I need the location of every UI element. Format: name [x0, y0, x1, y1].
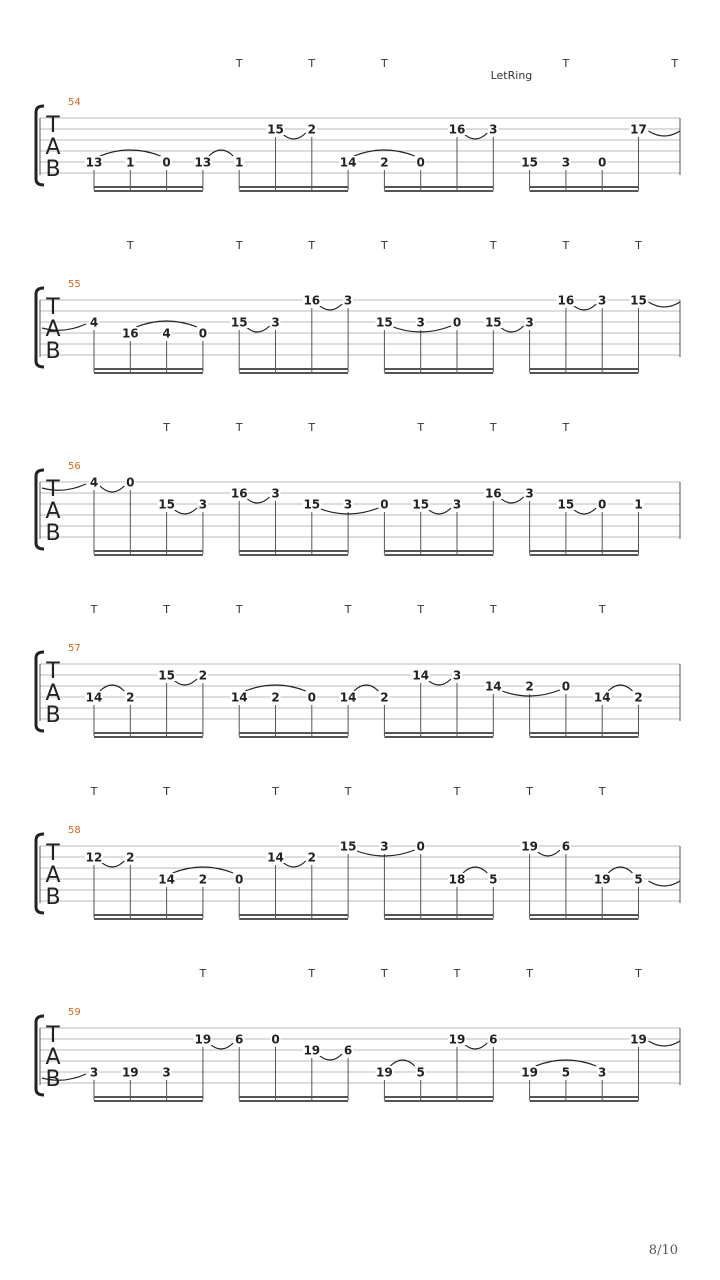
beam [384, 914, 493, 916]
fret-number: 19 [376, 1065, 393, 1080]
beam [530, 736, 639, 738]
fret-number: 12 [85, 850, 103, 865]
slur-tie-out [649, 131, 681, 136]
slur [100, 861, 124, 867]
tab-clef-letter: A [45, 135, 61, 160]
tab-clef-letter: B [45, 1067, 61, 1092]
tap-marker: T [163, 785, 170, 798]
slur-tie-out [649, 302, 681, 307]
beam [530, 550, 639, 552]
fret-number: 2 [307, 122, 316, 137]
beam [384, 550, 493, 552]
tap-marker: T [163, 603, 170, 616]
beam [384, 1096, 493, 1098]
measure-number: 59 [68, 1007, 81, 1018]
beam [530, 554, 639, 556]
tab-clef-letter: B [45, 157, 61, 182]
beam [239, 736, 348, 738]
fret-number: 2 [126, 850, 135, 865]
beam [94, 914, 203, 916]
fret-number: 3 [416, 315, 425, 330]
fret-number: 16 [121, 326, 139, 341]
fret-number: 3 [525, 486, 534, 501]
slur [572, 508, 596, 514]
slur [499, 497, 523, 503]
beam [94, 554, 203, 556]
beam [94, 732, 203, 734]
tap-marker: T [526, 967, 533, 980]
tap-marker: T [417, 603, 425, 616]
fret-number: 13 [194, 155, 212, 170]
tab-clef-letter: A [45, 1045, 61, 1070]
tap-markers [162, 421, 569, 434]
tap-markers [199, 967, 643, 980]
fret-number: 19 [521, 839, 538, 854]
fret-number: 2 [271, 690, 280, 705]
fret-number: 6 [343, 1043, 353, 1058]
beam [94, 550, 203, 552]
tap-markers [235, 57, 679, 70]
fret-number: 2 [198, 668, 208, 683]
fret-number: 15 [158, 668, 175, 683]
stems [94, 308, 639, 372]
tap-marker: T [235, 421, 243, 434]
tap-marker: T [381, 239, 388, 252]
slur-tie-out [649, 881, 681, 886]
fret-number: 5 [489, 872, 498, 887]
staff-lines [40, 118, 680, 173]
beam [239, 186, 348, 188]
fret-number: 15 [521, 155, 538, 170]
beam [384, 1100, 493, 1102]
fret-number: 0 [198, 326, 208, 341]
fret-number: 2 [307, 850, 316, 865]
slur [536, 850, 560, 856]
fret-number: 14 [230, 690, 248, 705]
fret-number: 3 [489, 122, 498, 137]
tab-clef-letter: A [45, 317, 61, 342]
tap-marker: T [272, 785, 279, 798]
beam [94, 736, 203, 738]
tab-clef-letter: T [46, 477, 60, 502]
stems [94, 854, 639, 918]
tap-marker: T [562, 57, 570, 70]
slur [282, 861, 306, 867]
tap-marker: T [308, 57, 316, 70]
tap-marker: T [635, 239, 642, 252]
beam [239, 550, 348, 552]
fret-number: 5 [634, 872, 643, 887]
tab-system-56 [36, 421, 680, 556]
tap-marker: T [199, 967, 207, 980]
measure-number: 56 [68, 461, 81, 472]
measure-number: 54 [68, 97, 81, 108]
slur [463, 1043, 487, 1049]
fret-number: 1 [235, 155, 244, 170]
measure-number: 57 [68, 643, 81, 654]
tab-clef-letter: T [46, 841, 60, 866]
tap-marker: T [90, 603, 98, 616]
fret-number: 13 [85, 155, 103, 170]
beam [239, 918, 348, 920]
slur [427, 508, 451, 514]
tap-marker: T [308, 967, 316, 980]
beam [94, 1096, 203, 1098]
fret-number: 15 [158, 497, 175, 512]
beam [94, 372, 203, 374]
beams [94, 914, 639, 920]
tab-system-57 [36, 603, 680, 738]
slur [463, 133, 487, 139]
beam [530, 918, 639, 920]
fret-number: 6 [489, 1032, 498, 1047]
beams [94, 186, 639, 192]
fret-number: 4 [89, 475, 99, 490]
tab-clef-letter: T [46, 113, 60, 138]
fret-number: 17 [630, 122, 647, 137]
beam [530, 368, 639, 370]
slur [245, 497, 269, 503]
beam [94, 186, 203, 188]
beam [530, 1100, 639, 1102]
measure-number: 58 [68, 825, 81, 836]
tap-marker: T [163, 421, 170, 434]
tap-marker: T [453, 967, 461, 980]
fret-number: 16 [484, 486, 502, 501]
beam [239, 372, 348, 374]
tab-system-54 [36, 57, 680, 192]
beams [94, 732, 639, 738]
tap-marker: T [308, 421, 316, 434]
tap-marker: T [489, 603, 497, 616]
measure-number: 55 [68, 279, 81, 290]
fret-number: 0 [235, 872, 244, 887]
fret-number: 18 [448, 872, 466, 887]
tap-marker: T [235, 57, 243, 70]
slur [499, 326, 523, 332]
beam [530, 914, 639, 916]
beam [239, 1100, 348, 1102]
fret-number: 2 [525, 679, 534, 694]
beam [239, 732, 348, 734]
beam [384, 190, 493, 192]
beam [94, 1100, 203, 1102]
slur-tie-out [649, 1041, 681, 1046]
slur [173, 508, 197, 514]
fret-number: 3 [452, 668, 462, 683]
tap-markers [90, 785, 606, 798]
tab-clef-letter: B [45, 339, 61, 364]
stems [94, 1047, 639, 1100]
beam [384, 554, 493, 556]
fret-number: 3 [162, 1065, 171, 1080]
slur [100, 486, 124, 492]
tab-clef-letter: B [45, 885, 61, 910]
tab-clef-letter: B [45, 521, 61, 546]
slur [173, 679, 197, 685]
fret-number: 0 [416, 155, 425, 170]
beam [384, 732, 493, 734]
tap-marker: T [489, 239, 497, 252]
fret-number: 0 [271, 1032, 280, 1047]
stems [94, 137, 639, 190]
tap-marker: T [562, 421, 570, 434]
beams [94, 550, 639, 556]
slur [318, 1054, 342, 1060]
tab-clef-letter: T [46, 295, 60, 320]
fret-number: 14 [267, 850, 284, 865]
tab-system-59 [36, 967, 680, 1102]
tap-marker: T [562, 239, 570, 252]
fret-number: 0 [598, 155, 607, 170]
fret-number: 19 [303, 1043, 321, 1058]
fret-number: 19 [521, 1065, 538, 1080]
fret-number: 5 [561, 1065, 571, 1080]
slur [245, 326, 269, 332]
tap-marker: T [308, 239, 316, 252]
tab-clef-letter: A [45, 863, 61, 888]
fret-number: 3 [89, 1065, 99, 1080]
fret-number: 4 [162, 326, 171, 341]
beam [94, 918, 203, 920]
fret-number: 19 [593, 872, 611, 887]
fret-number: 1 [126, 155, 135, 170]
slurs [100, 131, 680, 156]
slur [318, 304, 342, 310]
fret-number: 6 [235, 1032, 244, 1047]
fret-number: 0 [307, 690, 316, 705]
tap-marker: T [381, 967, 388, 980]
fret-number: 14 [85, 690, 103, 705]
fret-number: 0 [561, 679, 571, 694]
beam [239, 1096, 348, 1098]
beam [94, 190, 203, 192]
fret-number: 0 [416, 839, 425, 854]
fret-number: 16 [557, 293, 575, 308]
fret-number: 0 [162, 155, 171, 170]
tab-system-58 [36, 785, 680, 920]
tap-marker: T [417, 421, 425, 434]
fret-number: 19 [194, 1032, 212, 1047]
staff-lines [40, 664, 680, 719]
fret-number: 14 [593, 690, 611, 705]
fret-number: 3 [271, 486, 280, 501]
tap-marker: T [598, 785, 606, 798]
tap-marker: T [126, 239, 134, 252]
beam [239, 190, 348, 192]
tap-marker: T [526, 785, 533, 798]
tab-clef-letter: T [46, 1023, 60, 1048]
staff-lines [40, 482, 680, 537]
tap-marker: T [671, 57, 679, 70]
tab-clef-letter: A [45, 499, 61, 524]
slur [427, 679, 451, 685]
beam [239, 914, 348, 916]
slur [572, 304, 596, 310]
fret-number: 3 [452, 497, 462, 512]
tap-marker: T [90, 785, 98, 798]
fret-number: 3 [343, 497, 353, 512]
beam [384, 918, 493, 920]
tap-markers [90, 603, 606, 616]
fret-number: 15 [303, 497, 321, 512]
fret-number: 5 [416, 1065, 425, 1080]
fret-number: 15 [630, 293, 647, 308]
fret-number: 19 [121, 1065, 139, 1080]
beams [94, 1096, 639, 1102]
page-number: 8/10 [648, 1243, 678, 1258]
fret-number: 1 [634, 497, 643, 512]
fret-number: 14 [158, 872, 175, 887]
tap-markers [126, 239, 642, 252]
beam [384, 372, 493, 374]
fret-number: 3 [598, 1065, 607, 1080]
beam [94, 368, 203, 370]
tap-marker: T [489, 421, 497, 434]
fret-number: 0 [380, 497, 389, 512]
fret-number: 19 [630, 1032, 647, 1047]
tap-marker: T [381, 57, 388, 70]
beam [530, 186, 639, 188]
tap-marker: T [344, 603, 352, 616]
let-ring-label: LetRing [490, 69, 533, 82]
tab-system-55 [36, 239, 680, 374]
fret-number: 6 [561, 839, 571, 854]
beam [384, 186, 493, 188]
fret-number: 3 [198, 497, 208, 512]
fret-number: 16 [448, 122, 466, 137]
fret-number: 15 [339, 839, 357, 854]
fret-number: 2 [634, 690, 643, 705]
fret-number: 3 [525, 315, 534, 330]
beam [384, 368, 493, 370]
fret-number: 3 [561, 155, 571, 170]
fret-number: 0 [452, 315, 462, 330]
fret-number: 3 [380, 839, 389, 854]
fret-number: 2 [126, 690, 135, 705]
slur [209, 1043, 233, 1049]
fret-number: 2 [380, 690, 389, 705]
beam [530, 190, 639, 192]
tab-clef-letter: A [45, 681, 61, 706]
fret-number: 14 [339, 155, 357, 170]
fret-number: 4 [89, 315, 99, 330]
fret-number: 15 [557, 497, 575, 512]
fret-number: 19 [448, 1032, 466, 1047]
fret-number: 14 [339, 690, 357, 705]
beam [530, 732, 639, 734]
fret-number: 0 [126, 475, 135, 490]
fret-number: 15 [376, 315, 393, 330]
fret-number: 3 [271, 315, 280, 330]
beam [239, 554, 348, 556]
beam [530, 372, 639, 374]
tap-marker: T [235, 603, 243, 616]
tap-marker: T [635, 967, 642, 980]
tap-marker: T [598, 603, 606, 616]
fret-number: 16 [303, 293, 321, 308]
tap-marker: T [344, 785, 352, 798]
fret-number: 15 [412, 497, 430, 512]
fret-number: 15 [484, 315, 502, 330]
beam [239, 368, 348, 370]
slur [282, 133, 306, 139]
beam [384, 736, 493, 738]
fret-number: 3 [343, 293, 353, 308]
beam [530, 1096, 639, 1098]
fret-number: 15 [267, 122, 284, 137]
fret-number: 14 [484, 679, 502, 694]
tap-marker: T [235, 239, 243, 252]
fret-number: 3 [598, 293, 607, 308]
fret-number: 15 [230, 315, 248, 330]
fret-number: 2 [198, 872, 208, 887]
tab-clef-letter: T [46, 659, 60, 684]
fret-number: 0 [598, 497, 607, 512]
fret-number: 16 [230, 486, 248, 501]
beams [94, 368, 639, 374]
tab-clef-letter: B [45, 703, 61, 728]
tap-marker: T [453, 785, 461, 798]
fret-number: 14 [412, 668, 430, 683]
fret-number: 2 [380, 155, 389, 170]
slurs [100, 679, 633, 696]
staff-lines [40, 846, 680, 901]
